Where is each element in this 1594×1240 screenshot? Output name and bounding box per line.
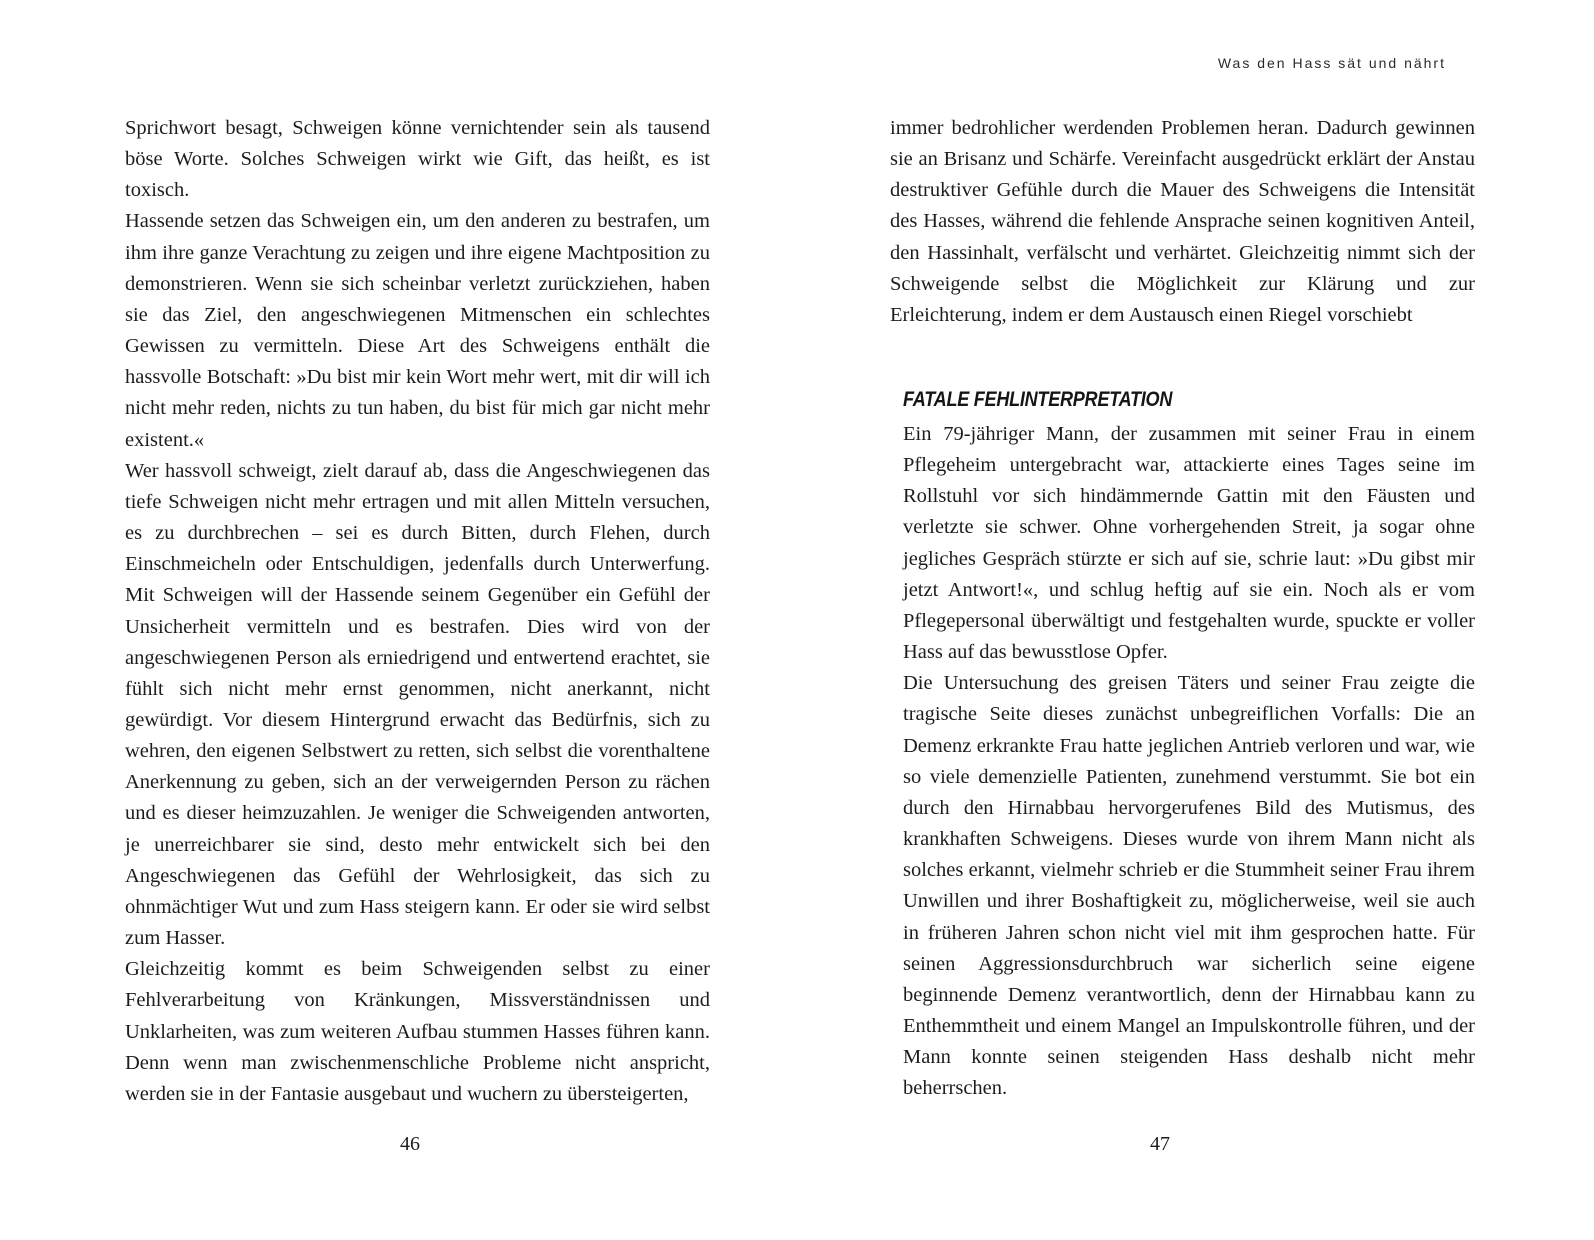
paragraph: Wer hassvoll schweigt, zielt darauf ab, dass die Angeschwiegenen das tiefe Schweigen nicht mehr ertragen und mit allen Mitteln versuchen, es zu durchbrechen – sei es durch Bitten, durch Flehen, durch Einschmeicheln oder Entschuldigen, jedenfalls durch Unterwerfung. Mit Schweigen will der Hassende seinem Gegenüber ein Gefühl der Unsicherheit vermitteln und es bestrafen. Dies wird von der angeschwiegenen Person als erniedrigend und entwertend erachtet, sie fühlt sich nicht mehr ernst genommen, nicht anerkannt, nicht gewürdigt. Vor diesem Hintergrund erwacht das Bedürfnis, sich zu wehren, den eigenen Selbstwert zu retten, sich selbst die vorenthaltene Anerkennung zu geben, sich an der verweigernden Person zu rächen und es dieser heimzuzahlen. Je weniger die Schweigenden antworten, je unerreichbarer sie sind, desto mehr entwickelt sich bei den Angeschwiegenen das Gefühl der Wehrlosigkeit, das sich zu ohnmächtiger Wut und zum Hass steigern kann. Er oder sie wird selbst zum Hasser. — [125, 459, 710, 950]
right-page-body — [890, 113, 1475, 331]
paragraph: Sprichwort besagt, Schweigen könne vernichtender sein als tausend böse Worte. Solches Schweigen wirkt wie Gift, das heißt, es ist toxisch. — [125, 117, 710, 202]
paragraph: Hassende setzen das Schweigen ein, um den anderen zu bestrafen, um ihm ihre ganze Verachtung zu zeigen und ihre eigene Machtposition zu demonstrieren. Wenn sie sich scheinbar verletzt zurückziehen, haben sie das Ziel, den angeschwiegenen Mitmenschen ein schlechtes Gewissen zu vermitteln. Diese Art des Schweigens enthält die hassvolle Botschaft: »Du bist mir kein Wort mehr wert, mit dir will ich nicht mehr reden, nichts zu tun haben, du bist für mich gar nicht mehr existent.« — [125, 210, 710, 451]
paragraph: immer bedrohlicher werdenden Problemen heran. Dadurch gewinnen sie an Brisanz und Schärfe. Vereinfacht ausgedrückt erklärt der Anstau destruktiver Gefühle durch die Mauer des Schweigens die Intensität des Hasses, während die fehlende Ansprache seinen kognitiven Anteil, den Hassinhalt, verfälscht und verhärtet. Gleichzeitig nimmt sich der Schweigende selbst die Möglichkeit zur Klärung und zur Erleichterung, indem er dem Austausch einen Riegel vorschiebt — [890, 117, 1475, 326]
right-page — [797, 0, 1594, 1240]
paragraph: Gleichzeitig kommt es beim Schweigenden selbst zu einer Fehlverarbeitung von Kränkungen, Missverständnissen und Unklarheiten, was zum weiteren Aufbau stummen Hasses führen kann. Denn wenn man zwischenmenschliche Probleme nicht anspricht, werden sie in der Fantasie ausgebaut und wuchern zu übersteigerten, — [125, 958, 710, 1105]
case-study-body — [903, 419, 1475, 1104]
paragraph: Ein 79-jähriger Mann, der zusammen mit seiner Frau in einem Pflegeheim untergebracht war, attackierte eines Tages seine im Rollstuhl vor sich hindämmernde Gattin mit den Fäusten und verletzte sie schwer. Ohne vorhergehenden Streit, ja sogar ohne jegliches Gespräch stürzte er sich auf sie, schrie laut: »Du gibst mir jetzt Antwort!«, und schlug heftig auf sie ein. Noch als er vom Pflegepersonal überwältigt und festgehalten wurde, spuckte er voller Hass auf das bewusstlose Opfer. — [903, 423, 1475, 664]
paragraph: Die Untersuchung des greisen Täters und seiner Frau zeigte die tragische Seite dieses zunächst unbegreiflichen Vorfalls: Die an Demenz erkrankte Frau hatte jeglichen Antrieb verloren und war, wie so viele demenzielle Patienten, zunehmend verstummt. Sie bot ein durch den Hirnabbau hervorgerufenes Bild des Mutismus, des krankhaften Schweigens. Dieses wurde von ihrem Mann nicht als solches erkannt, vielmehr schrieb er die Stummheit seiner Frau ihrem Unwillen und ihrer Boshaftigkeit zu, möglicherweise, weil sie auch in früheren Jahren schon nicht viel mit ihm gesprochen hatte. Für seinen Aggressionsdurchbruch war sicherlich seine eigene beginnende Demenz verantwortlich, denn der Hirnabbau kann zu Enthemmtheit und einem Mangel an Impulskontrolle führen, und der Mann konnte seinen steigenden Hass deshalb nicht mehr beherrschen. — [903, 672, 1475, 1100]
section-heading: FATALE FEHLINTERPRETATION — [903, 388, 1173, 411]
page-number-right: 47 — [1150, 1133, 1170, 1155]
running-head: Was den Hass sät und nährt — [1217, 55, 1446, 71]
left-page-body — [125, 113, 710, 1110]
page-number-left: 46 — [400, 1133, 420, 1155]
